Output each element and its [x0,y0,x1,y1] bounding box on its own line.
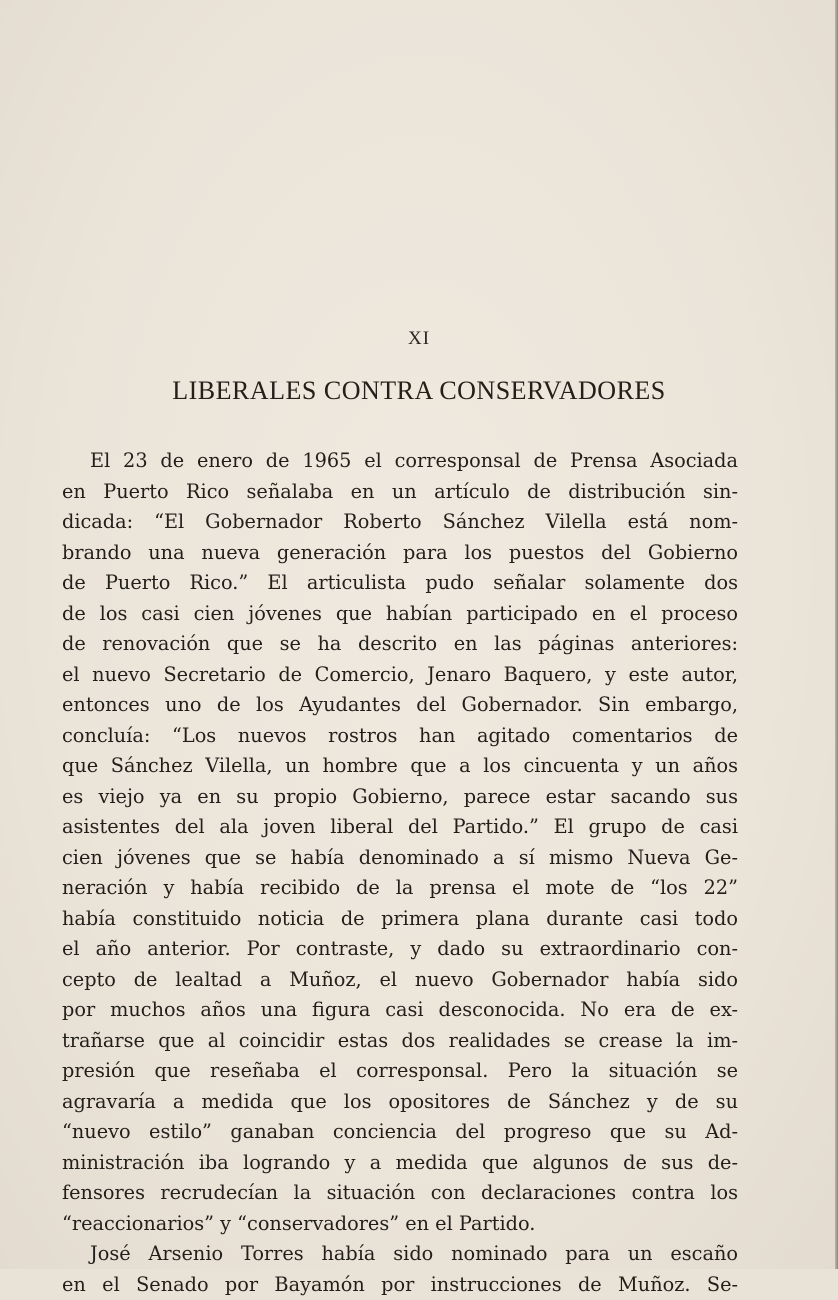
text-line: neración y había recibido de la prensa el mote de “los 22” [62,873,738,904]
text-line: que Sánchez Vilella, un hombre que a los cincuenta y un años [62,751,738,782]
text-line: por muchos años una figura casi desconocida. No era de ex- [62,995,738,1026]
text-line: el nuevo Secretario de Comercio, Jenaro Baquero, y este autor, [62,660,738,691]
text-line: de renovación que se ha descrito en las páginas anteriores: [62,629,738,660]
text-line: es viejo ya en su propio Gobierno, parece estar sacando sus [62,782,738,813]
text-line: presión que reseñaba el corresponsal. Pero la situación se [62,1056,738,1087]
chapter-number: XI [0,328,838,350]
text-line: concluía: “Los nuevos rostros han agitado comentarios de [62,721,738,752]
text-line: fensores recrudecían la situación con declaraciones contra los [62,1178,738,1209]
text-line: entonces uno de los Ayudantes del Gobernador. Sin embargo, [62,690,738,721]
text-line: trañarse que al coincidir estas dos realidades se crease la im- [62,1026,738,1057]
text-line: El 23 de enero de 1965 el corresponsal de Prensa Asociada [62,446,738,477]
text-line: en Puerto Rico señalaba en un artículo de distribución sin- [62,477,738,508]
text-line: agravaría a medida que los opositores de Sánchez y de su [62,1087,738,1118]
text-line: el año anterior. Por contraste, y dado su extraordinario con- [62,934,738,965]
body-text [62,446,738,1300]
text-line: cepto de lealtad a Muñoz, el nuevo Gobernador había sido [62,965,738,996]
text-line: asistentes del ala joven liberal del Partido.” El grupo de casi [62,812,738,843]
chapter-title: LIBERALES CONTRA CONSERVADORES [0,376,838,406]
text-line: había constituido noticia de primera plana durante casi todo [62,904,738,935]
text-line: de los casi cien jóvenes que habían participado en el proceso [62,599,738,630]
text-line: cien jóvenes que se había denominado a sí mismo Nueva Ge- [62,843,738,874]
text-line: José Arsenio Torres había sido nominado para un escaño [62,1239,738,1270]
text-line: “nuevo estilo” ganaban conciencia del progreso que su Ad- [62,1117,738,1148]
text-line: “reaccionarios” y “conservadores” en el Partido. [62,1209,738,1240]
text-line: dicada: “El Gobernador Roberto Sánchez Vilella está nom- [62,507,738,538]
text-line: de Puerto Rico.” El articulista pudo señalar solamente dos [62,568,738,599]
text-line: ministración iba logrando y a medida que algunos de sus de- [62,1148,738,1179]
text-line: en el Senado por Bayamón por instrucciones de Muñoz. Se- [62,1270,738,1300]
text-line: brando una nueva generación para los puestos del Gobierno [62,538,738,569]
